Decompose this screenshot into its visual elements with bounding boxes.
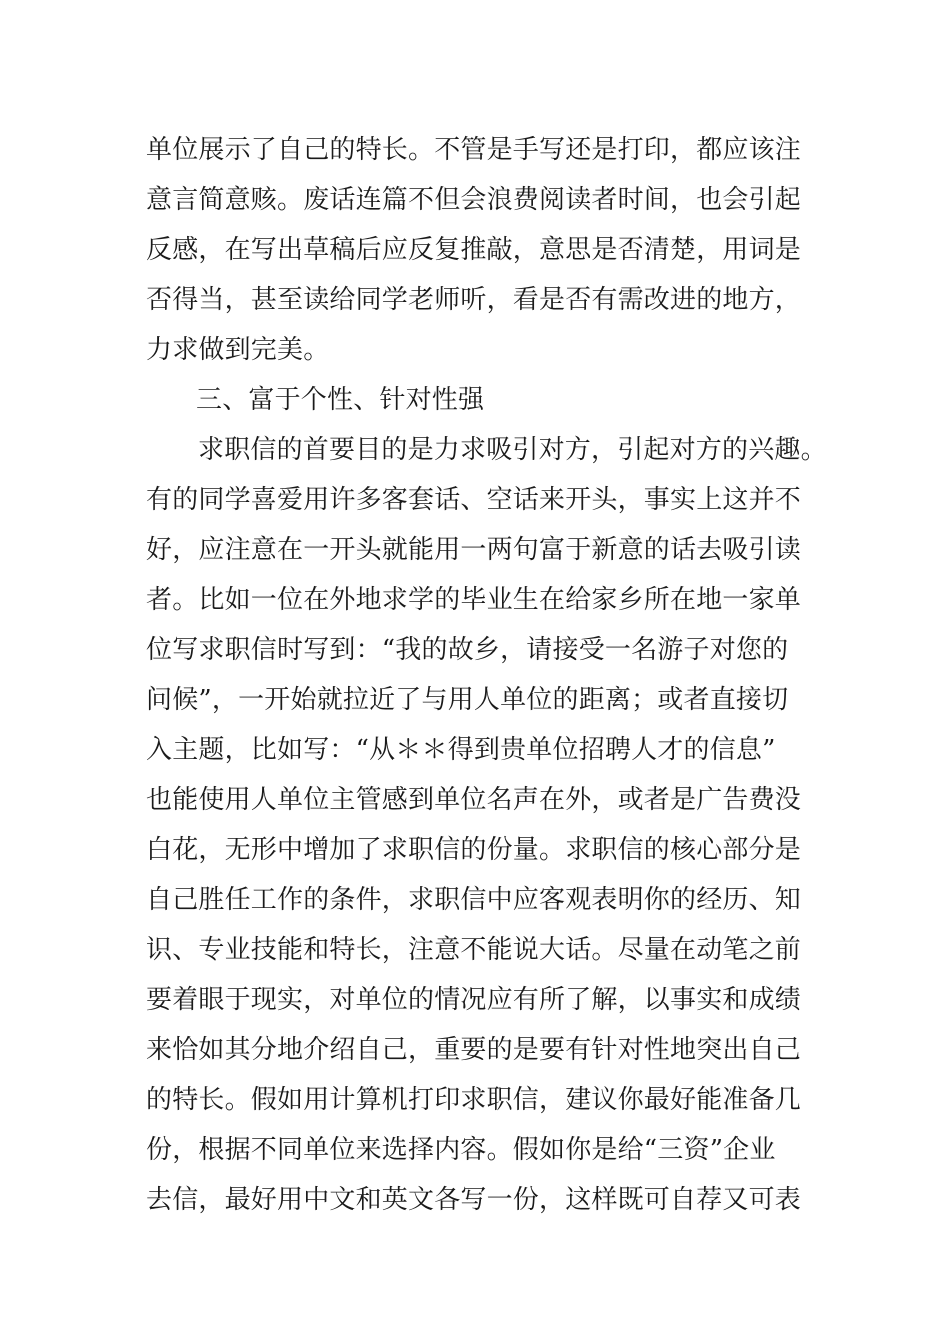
text-line-12: 问候”，一开始就拉近了与用人单位的距离；或者直接切	[146, 685, 789, 715]
text-line-9: 好，应注意在一开头就能用一两句富于新意的话去吸引读	[146, 535, 802, 565]
text-line-10: 者。比如一位在外地求学的毕业生在给家乡所在地一家单	[146, 585, 802, 615]
text-line-20: 的特长。假如用计算机打印求职信，建议你最好能准备几	[146, 1085, 802, 1115]
text-line-11: 位写求职信时写到：“我的故乡，请接受一名游子对您的	[146, 635, 789, 665]
text-line-17: 识、专业技能和特长，注意不能说大话。尽量在动笔之前	[146, 935, 802, 965]
text-line-15: 白花，无形中增加了求职信的份量。求职信的核心部分是	[146, 835, 802, 865]
text-line-14: 也能使用人单位主管感到单位名声在外，或者是广告费没	[146, 785, 802, 815]
text-line-5: 力求做到完美。	[146, 335, 330, 365]
text-line-1: 单位展示了自己的特长。不管是手写还是打印，都应该注	[146, 135, 802, 165]
text-line-2: 意言简意赅。废话连篇不但会浪费阅读者时间，也会引起	[146, 185, 802, 215]
text-line-4: 否得当，甚至读给同学老师听，看是否有需改进的地方，	[146, 285, 802, 315]
text-line-13: 入主题，比如写：“从＊＊得到贵单位招聘人才的信息”	[146, 735, 776, 765]
text-line-8: 有的同学喜爱用许多客套话、空话来开头，事实上这并不	[146, 485, 802, 515]
text-line-18: 要着眼于现实，对单位的情况应有所了解，以事实和成绩	[146, 985, 802, 1015]
text-line-21: 份，根据不同单位来选择内容。假如你是给“三资”企业	[146, 1135, 776, 1165]
section-heading: 三、富于个性、针对性强	[196, 385, 485, 415]
paragraph-first-line: 求职信的首要目的是力求吸引对方，引起对方的兴趣。	[198, 435, 827, 465]
text-line-19: 来恰如其分地介绍自己，重要的是要有针对性地突出自己	[146, 1035, 802, 1065]
text-line-3: 反感，在写出草稿后应反复推敲，意思是否清楚，用词是	[146, 235, 802, 265]
text-line-16: 自己胜任工作的条件，求职信中应客观表明你的经历、知	[146, 885, 802, 915]
text-line-22: 去信，最好用中文和英文各写一份，这样既可自荐又可表	[146, 1185, 802, 1215]
